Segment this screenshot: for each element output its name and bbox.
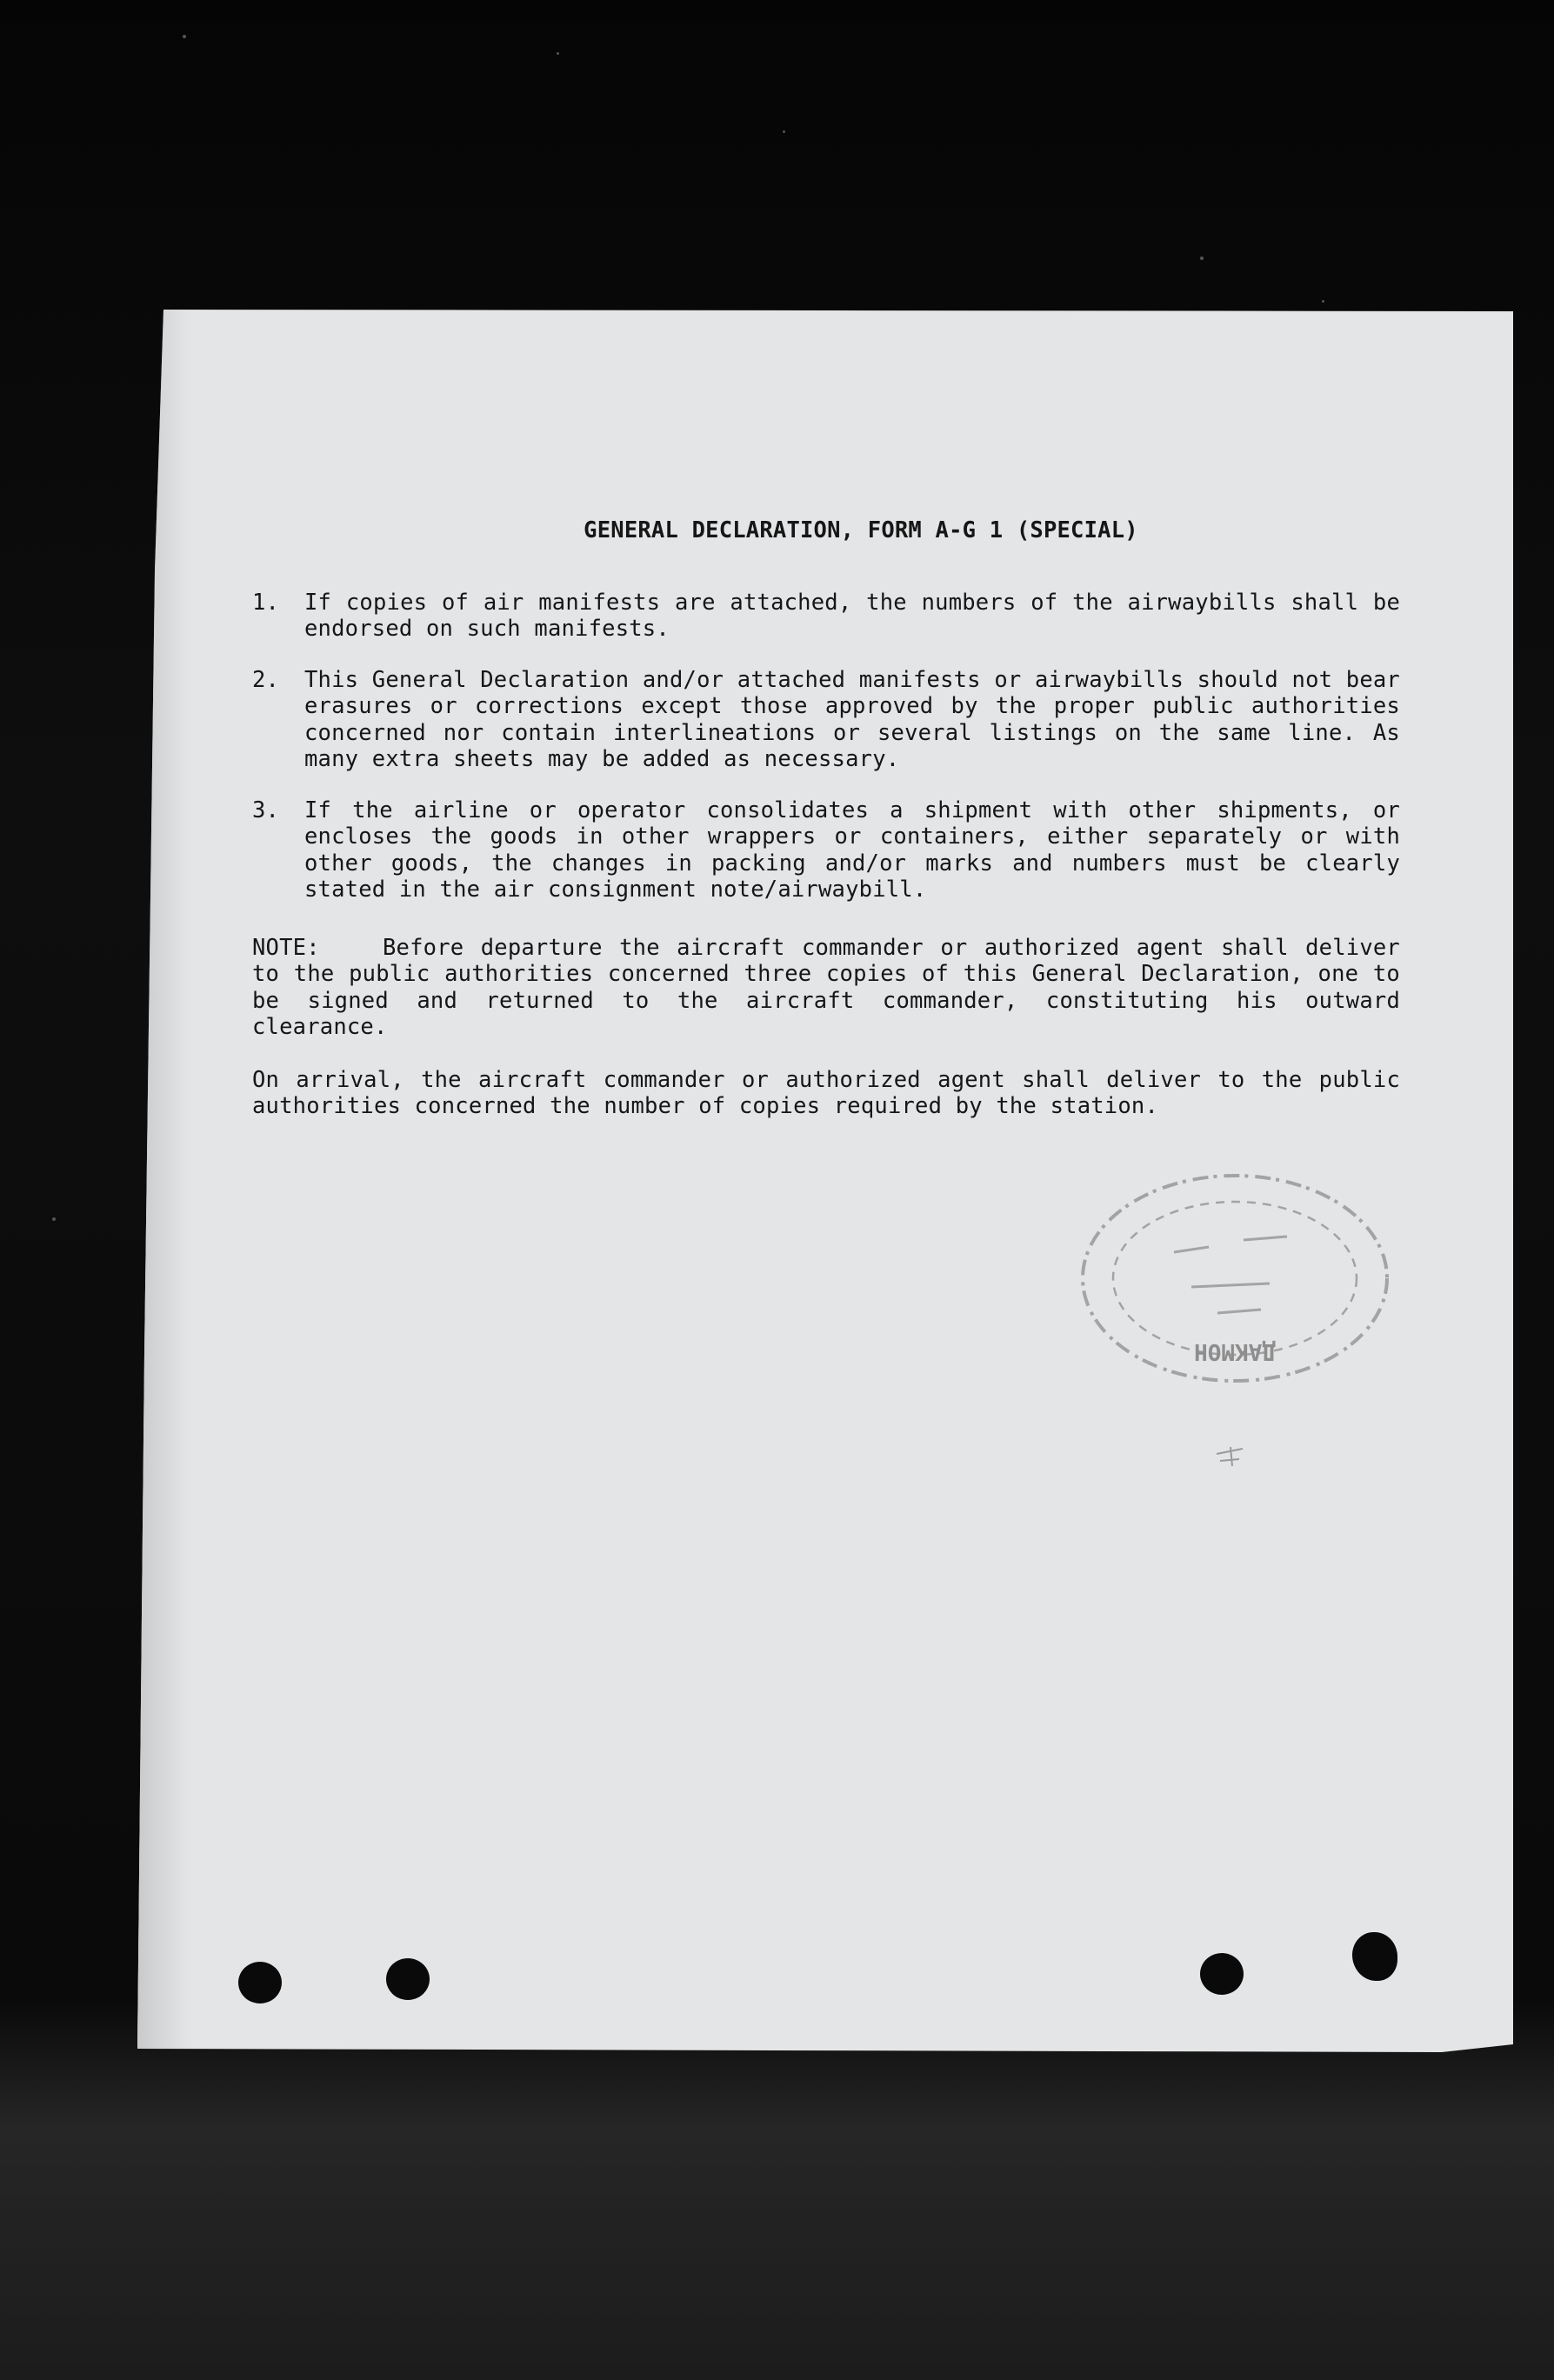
list-item	[252, 667, 1400, 773]
note-label: NOTE:	[252, 934, 320, 961]
item-text: This General Declaration and/or attached manifests or airwaybills should not bear erasures or corrections except those approved by the proper public authorities concerned nor contain interlineations or several listings on the same line. As many extra sheets may be added as necessary.	[304, 666, 1400, 772]
item-number: 2.	[252, 666, 280, 693]
item-text: If the airline or operator consolidates a shipment with other shipments, or encloses the goods in other wrappers or containers, either separately or with other goods, the changes in packing and/or marks and numbers must be clearly stated in the air consignment note/airwaybill.	[304, 797, 1400, 903]
punch-hole	[1352, 1932, 1397, 1981]
item-number: 1.	[252, 589, 280, 616]
item-number: 3.	[252, 797, 280, 823]
note-paragraph	[252, 935, 1400, 1041]
page-title: GENERAL DECLARATION, FORM A-G 1 (SPECIAL)	[584, 517, 1138, 543]
list-item	[252, 590, 1400, 643]
punch-hole	[386, 1958, 430, 2000]
stamp-text: ДАКМОН	[1194, 1338, 1276, 1364]
punch-hole	[1200, 1953, 1244, 1995]
arrival-paragraph: On arrival, the aircraft commander or authorized agent shall deliver to the public authorities concerned the number of copies required by the station.	[252, 1066, 1400, 1119]
punch-hole	[238, 1962, 282, 2003]
note-text: Before departure the aircraft commander or authorized agent shall deliver to the public authorities concerned three copies of this General Declaration, one to be signed and returned to the aircraft commander, constituting his outward clearance.	[252, 934, 1400, 1040]
list-item	[252, 797, 1400, 903]
declaration-text	[252, 517, 1400, 1120]
item-text: If copies of air manifests are attached, the numbers of the airwaybills shall be endorsed on such manifests.	[304, 589, 1400, 642]
pencil-mark	[1213, 1443, 1248, 1470]
official-stamp	[1070, 1157, 1400, 1400]
